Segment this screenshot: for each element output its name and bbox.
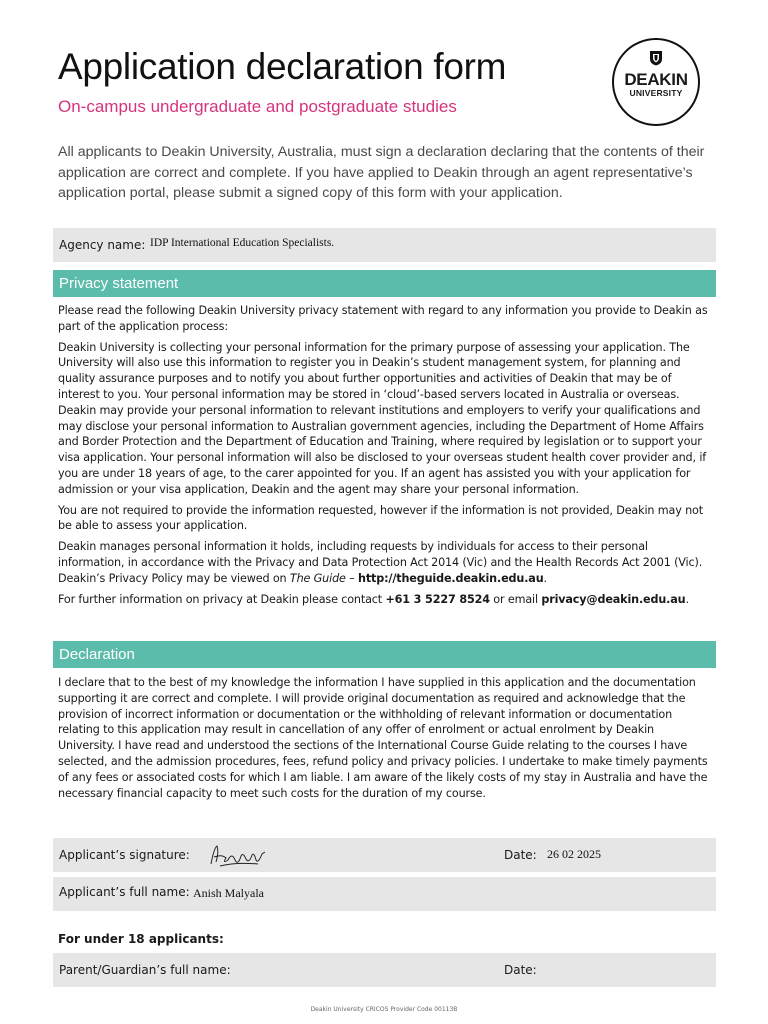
footer-text: Deakin University CRICOS Provider Code 00113B bbox=[310, 1006, 458, 1013]
agency-value[interactable]: IDP International Education Specialists. bbox=[150, 237, 335, 249]
applicant-name-value[interactable]: Anish Malyala bbox=[193, 886, 264, 900]
privacy-paragraph-3: You are not required to provide the information requested, however if the information is not provided, Deakin may not be able to assess your application. bbox=[58, 503, 703, 533]
agency-row bbox=[53, 228, 716, 262]
guardian-row bbox=[53, 953, 716, 987]
privacy-paragraph-2: Deakin University is collecting your personal information for the primary purpose of assessing your application. The University will also use this information to register you in Deakin’s student management system, for planning and quality assurance purposes and to notify you about further opportunities and activities of Deakin that may be of interest to you. Your personal information may be stored in ‘cloud’-based servers located in Australia or overseas. Deakin may provide your personal information to relevant institutions and employers to verify your qualifications and may disclose your personal information to Australian government agencies, including the Department of Home Affairs and Border Protection and the Department of Education and Training, where required by legislation or to support your visa application. Your personal information will also be disclosed to your overseas student health cover provider and, if you are under 18 years of age, to the carer appointed for you. If an agent has assisted you with your application for admission or your visa application, Deakin and the agent may share your personal information. bbox=[58, 340, 707, 496]
guide-link[interactable]: http://theguide.deakin.edu.au bbox=[358, 571, 544, 585]
signature-label: Applicant’s signature: bbox=[59, 848, 190, 862]
shield-icon bbox=[649, 50, 663, 66]
signature-image[interactable] bbox=[208, 842, 268, 870]
privacy-email[interactable]: privacy@deakin.edu.au bbox=[541, 592, 686, 606]
applicant-name-row bbox=[53, 877, 716, 911]
intro-paragraph: All applicants to Deakin University, Australia, must sign a declaration declaring that the contents of their application are correct and complete. If you have applied to Deakin through an agent representative’s application portal, please submit a signed copy of this form with your application. bbox=[58, 144, 705, 201]
guide-title: The Guide bbox=[289, 571, 346, 585]
page-title: Application declaration form bbox=[58, 46, 507, 87]
logo-sub: UNIVERSITY bbox=[629, 88, 683, 98]
privacy-section bbox=[58, 303, 714, 612]
signature-row bbox=[53, 838, 716, 872]
guardian-name-label: Parent/Guardian’s full name: bbox=[59, 963, 231, 977]
guardian-date-label: Date: bbox=[504, 963, 537, 977]
applicant-date-value[interactable]: 26 02 2025 bbox=[547, 847, 601, 861]
applicant-name-label: Applicant’s full name: bbox=[59, 885, 190, 899]
logo-name: DEAKIN bbox=[624, 70, 688, 89]
privacy-paragraph-5: For further information on privacy at Deakin please contact +61 3 5227 8524 or email privacy@deakin.edu.au. bbox=[58, 592, 689, 606]
declaration-text: I declare that to the best of my knowledge the information I have supplied in this application and the documentation supporting it are correct and complete. I will provide original documentation as required and acknowledge that the provision of incorrect information or documentation or the withholding of relevant information or documentation relating to this application may result in cancellation of any offer of enrolment or actual enrolment by Deakin University. I have read and understood the sections of the International Course Guide relating to the courses I have selected, and the admission procedures, fees, refund policy and privacy policies. I undertake to make timely payments of any fees or associated costs for which I am liable. I am aware of the likely costs of my stay in Australia and have the necessary financial capacity to meet such costs for the duration of my course. bbox=[58, 676, 708, 800]
under-18-heading: For under 18 applicants: bbox=[58, 932, 224, 946]
privacy-paragraph-4: Deakin manages personal information it holds, including requests by individuals for access to their personal information, in accordance with the Privacy and Data Protection Act 2014 (Vic) and the Health Records Act 2001 (Vic). Deakin’s Privacy Policy may be viewed on The Guide – http://theguide.deakin.edu.au. bbox=[58, 540, 703, 585]
agency-label: Agency name: bbox=[59, 238, 146, 252]
page-subtitle: On-campus undergraduate and postgraduate studies bbox=[58, 97, 457, 116]
applicant-date-label: Date: bbox=[504, 848, 537, 862]
deakin-logo bbox=[612, 38, 700, 126]
privacy-paragraph-1: Please read the following Deakin University privacy statement with regard to any information you provide to Deakin as part of the application process: bbox=[58, 304, 708, 333]
declaration-heading: Declaration bbox=[53, 641, 716, 668]
privacy-phone: +61 3 5227 8524 bbox=[385, 592, 490, 606]
privacy-heading: Privacy statement bbox=[53, 270, 716, 297]
